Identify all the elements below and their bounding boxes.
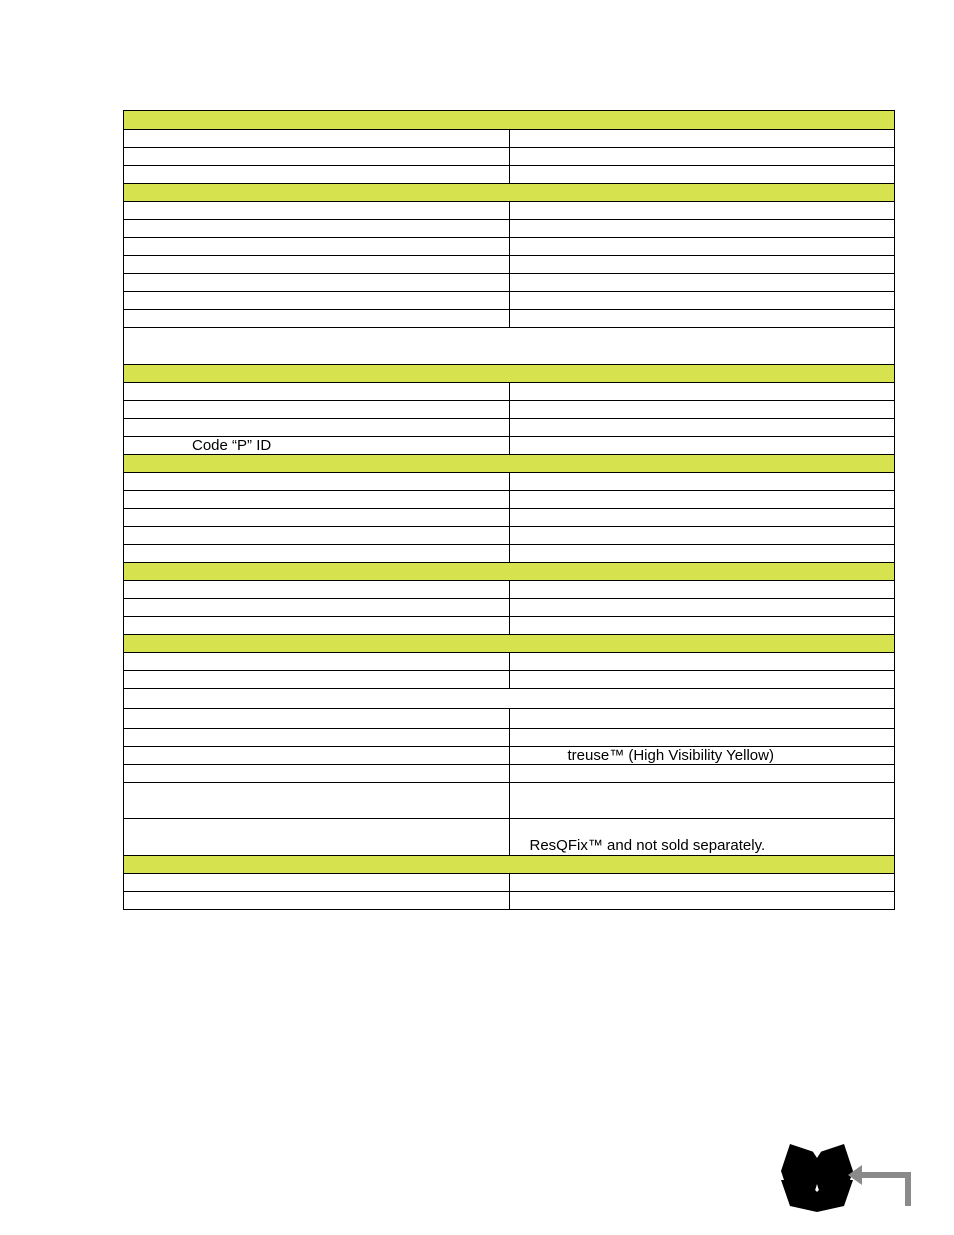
logo-arrow-line — [858, 1175, 908, 1206]
table-row — [124, 783, 895, 819]
label-cell — [124, 874, 510, 892]
spanning-cell — [124, 689, 895, 709]
table-row — [124, 292, 895, 310]
value-cell — [509, 419, 895, 437]
table-row — [124, 671, 895, 689]
label-cell — [124, 509, 510, 527]
sold-separately-note: ResQFix™ and not sold separately. — [509, 819, 895, 856]
label-cell — [124, 581, 510, 599]
value-cell — [509, 274, 895, 292]
value-cell — [509, 256, 895, 274]
value-cell — [509, 527, 895, 545]
label-cell — [124, 148, 510, 166]
value-cell — [509, 220, 895, 238]
section-header-row — [124, 365, 895, 383]
label-cell — [124, 238, 510, 256]
label-cell — [124, 599, 510, 617]
table-row — [124, 274, 895, 292]
value-cell — [509, 292, 895, 310]
label-cell — [124, 709, 510, 729]
value-cell — [509, 130, 895, 148]
value-cell — [509, 581, 895, 599]
label-cell — [124, 274, 510, 292]
label-cell — [124, 383, 510, 401]
label-cell — [124, 401, 510, 419]
section-header-cell — [124, 635, 895, 653]
value-cell — [509, 437, 895, 455]
table-row — [124, 747, 895, 765]
value-cell — [509, 653, 895, 671]
label-cell — [124, 783, 510, 819]
label-cell — [124, 419, 510, 437]
table-row — [124, 130, 895, 148]
color-value: treuse™ (High Visibility Yellow) — [509, 747, 895, 765]
value-cell — [509, 202, 895, 220]
section-header-row — [124, 635, 895, 653]
table-row — [124, 401, 895, 419]
label-cell — [124, 527, 510, 545]
table-row — [124, 892, 895, 910]
label-cell — [124, 747, 510, 765]
value-cell — [509, 166, 895, 184]
table-row — [124, 545, 895, 563]
table-row — [124, 238, 895, 256]
label-cell — [124, 220, 510, 238]
table-row — [124, 166, 895, 184]
table-row — [124, 874, 895, 892]
value-cell — [509, 709, 895, 729]
section-header-row — [124, 856, 895, 874]
table-row — [124, 437, 895, 455]
table-row — [124, 819, 895, 856]
table-row — [124, 310, 895, 328]
table-row — [124, 765, 895, 783]
section-header-row — [124, 111, 895, 130]
table-row — [124, 581, 895, 599]
table-row — [124, 509, 895, 527]
section-header-cell — [124, 856, 895, 874]
specification-table — [123, 110, 895, 910]
value-cell — [509, 545, 895, 563]
label-cell — [124, 166, 510, 184]
table-row — [124, 256, 895, 274]
table-row — [124, 527, 895, 545]
table-row — [124, 419, 895, 437]
table-row — [124, 599, 895, 617]
label-cell — [124, 819, 510, 856]
code-p-id-label: Code “P” ID — [124, 437, 510, 455]
x-arrow-logo-icon — [778, 1140, 914, 1214]
value-cell — [509, 491, 895, 509]
value-cell — [509, 473, 895, 491]
label-cell — [124, 617, 510, 635]
table-row — [124, 617, 895, 635]
label-cell — [124, 729, 510, 747]
value-cell — [509, 729, 895, 747]
label-cell — [124, 892, 510, 910]
label-cell — [124, 130, 510, 148]
label-cell — [124, 256, 510, 274]
label-cell — [124, 202, 510, 220]
label-cell — [124, 671, 510, 689]
value-cell — [509, 383, 895, 401]
value-cell — [509, 148, 895, 166]
label-cell — [124, 473, 510, 491]
table-row — [124, 220, 895, 238]
section-header-cell — [124, 111, 895, 130]
section-header-cell — [124, 563, 895, 581]
label-cell — [124, 765, 510, 783]
spanning-row — [124, 689, 895, 709]
label-cell — [124, 653, 510, 671]
value-cell — [509, 892, 895, 910]
table-row — [124, 729, 895, 747]
section-header-row — [124, 563, 895, 581]
section-header-row — [124, 184, 895, 202]
section-header-cell — [124, 365, 895, 383]
table-row — [124, 202, 895, 220]
value-cell — [509, 238, 895, 256]
company-logo — [778, 1140, 914, 1214]
value-cell — [509, 509, 895, 527]
value-cell — [509, 617, 895, 635]
table-row — [124, 653, 895, 671]
label-cell — [124, 310, 510, 328]
section-header-cell — [124, 455, 895, 473]
value-cell — [509, 599, 895, 617]
value-cell — [509, 671, 895, 689]
table-row — [124, 491, 895, 509]
section-header-cell — [124, 184, 895, 202]
label-cell — [124, 491, 510, 509]
note-cell — [124, 328, 895, 365]
section-header-row — [124, 455, 895, 473]
value-cell — [509, 765, 895, 783]
value-cell — [509, 874, 895, 892]
label-cell — [124, 545, 510, 563]
label-cell — [124, 292, 510, 310]
table-row — [124, 473, 895, 491]
table-row — [124, 148, 895, 166]
table-row — [124, 709, 895, 729]
value-cell — [509, 783, 895, 819]
value-cell — [509, 401, 895, 419]
table-row — [124, 383, 895, 401]
note-row — [124, 328, 895, 365]
value-cell — [509, 310, 895, 328]
